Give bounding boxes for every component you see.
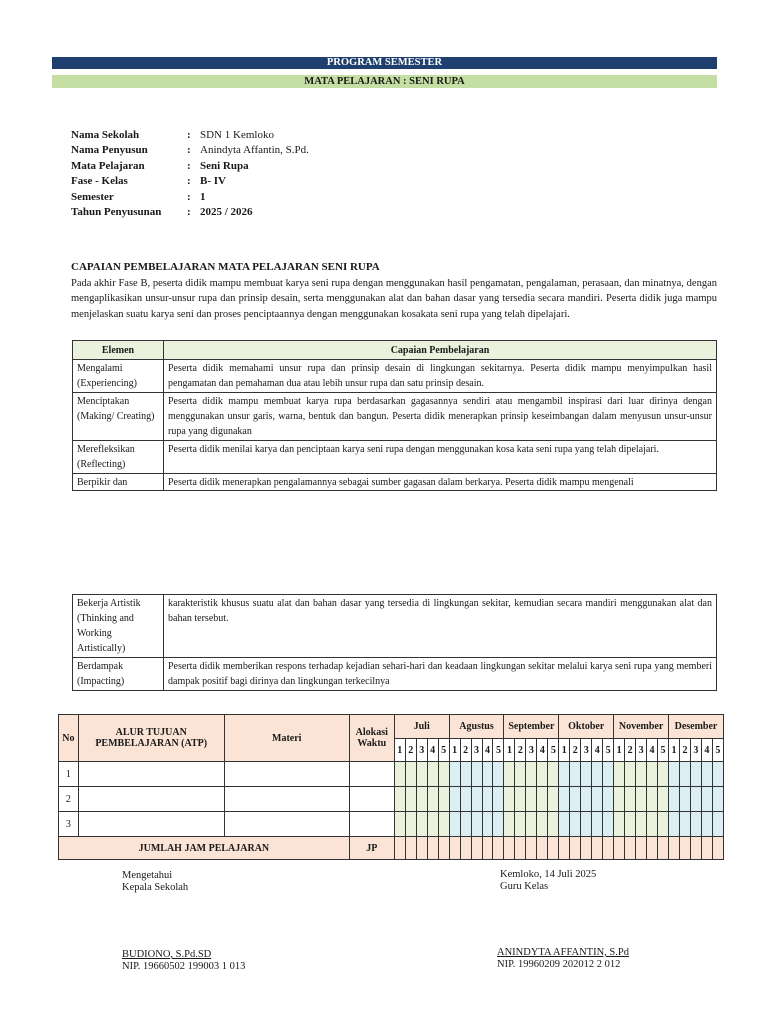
week-cell[interactable] <box>526 787 537 812</box>
total-week-cell <box>493 837 504 860</box>
week-number: 1 <box>559 739 570 762</box>
week-cell[interactable] <box>449 787 460 812</box>
total-week-cell <box>603 837 614 860</box>
table-row <box>73 595 717 658</box>
capaian-heading: CAPAIAN PEMBELAJARAN MATA PELAJARAN SENI RUPA <box>71 261 380 273</box>
table-row <box>73 658 717 691</box>
capaian-table-continued <box>72 594 717 691</box>
week-cell[interactable] <box>570 787 581 812</box>
week-cell[interactable] <box>668 762 679 787</box>
identity-value: Seni Rupa <box>200 159 249 172</box>
week-cell[interactable] <box>405 787 416 812</box>
week-cell[interactable] <box>690 762 701 787</box>
week-number: 5 <box>438 739 449 762</box>
elemen-cell: Mengalami (Experiencing) <box>73 360 164 393</box>
week-cell[interactable] <box>679 787 690 812</box>
week-number: 3 <box>581 739 592 762</box>
identity-value: SDN 1 Kemloko <box>200 129 274 141</box>
week-cell[interactable] <box>548 812 559 837</box>
week-cell[interactable] <box>570 812 581 837</box>
week-number: 1 <box>614 739 625 762</box>
month-juli: Juli <box>394 715 449 739</box>
week-cell[interactable] <box>701 812 712 837</box>
week-number: 3 <box>526 739 537 762</box>
week-cell[interactable] <box>504 787 515 812</box>
capaian-table <box>72 340 717 491</box>
week-cell[interactable] <box>460 812 471 837</box>
week-cell[interactable] <box>405 812 416 837</box>
total-week-cell <box>701 837 712 860</box>
week-cell[interactable] <box>482 787 493 812</box>
week-number: 3 <box>636 739 647 762</box>
col-atp: ALUR TUJUAN PEMBELAJARAN (ATP) <box>78 715 224 762</box>
week-cell[interactable] <box>526 762 537 787</box>
materi-cell[interactable] <box>224 787 349 812</box>
identity-label: Semester <box>71 190 114 203</box>
signature-right <box>500 869 596 893</box>
elemen-cell: Menciptakan (Making/ Creating) <box>73 393 164 441</box>
table-row <box>73 441 717 474</box>
row-number: 2 <box>59 787 79 812</box>
week-cell[interactable] <box>416 787 427 812</box>
week-cell[interactable] <box>679 762 690 787</box>
header-capaian: Capaian Pembelajaran <box>164 341 717 360</box>
table-row <box>59 812 724 837</box>
total-week-cell <box>647 837 658 860</box>
identity-row <box>71 205 309 220</box>
week-cell[interactable] <box>471 812 482 837</box>
week-number: 5 <box>658 739 669 762</box>
week-cell[interactable] <box>559 787 570 812</box>
week-cell[interactable] <box>614 762 625 787</box>
capaian-cell: Peserta didik memberikan respons terhadap kejadian sehari-hari dan keadaan lingkungan sekitar melalui karya seni rupa yang memberi dampak positif bagi dirinya dan lingkungan terkecilnya <box>164 658 717 691</box>
week-cell[interactable] <box>515 787 526 812</box>
total-week-cell <box>526 837 537 860</box>
week-cell[interactable] <box>647 762 658 787</box>
teacher-name: ANINDYTA AFFANTIN, S.Pd <box>497 947 629 958</box>
week-cell[interactable] <box>679 812 690 837</box>
table-row <box>59 787 724 812</box>
identity-colon: : <box>187 175 191 188</box>
identity-colon: : <box>187 129 191 141</box>
total-week-cell <box>570 837 581 860</box>
identity-row <box>71 190 309 205</box>
mengetahui-label: Mengetahui <box>122 870 173 881</box>
total-week-cell <box>438 837 449 860</box>
week-cell[interactable] <box>625 762 636 787</box>
table-row <box>73 393 717 441</box>
total-week-cell <box>581 837 592 860</box>
week-cell[interactable] <box>603 762 614 787</box>
week-number: 2 <box>460 739 471 762</box>
week-cell[interactable] <box>668 812 679 837</box>
week-cell[interactable] <box>427 762 438 787</box>
total-week-cell <box>548 837 559 860</box>
total-week-cell <box>416 837 427 860</box>
week-number: 1 <box>668 739 679 762</box>
week-cell[interactable] <box>636 787 647 812</box>
week-number: 4 <box>482 739 493 762</box>
week-cell[interactable] <box>482 762 493 787</box>
week-cell[interactable] <box>427 812 438 837</box>
week-cell[interactable] <box>460 787 471 812</box>
kepala-sekolah-label: Kepala Sekolah <box>122 882 189 893</box>
week-cell[interactable] <box>438 762 449 787</box>
week-cell[interactable] <box>625 787 636 812</box>
week-cell[interactable] <box>438 812 449 837</box>
week-cell[interactable] <box>625 812 636 837</box>
week-number: 4 <box>701 739 712 762</box>
week-cell[interactable] <box>668 787 679 812</box>
identity-row <box>71 159 309 174</box>
elemen-cell: Berpikir dan <box>73 474 164 491</box>
week-cell[interactable] <box>658 762 669 787</box>
week-cell[interactable] <box>559 762 570 787</box>
total-week-cell <box>427 837 438 860</box>
week-cell[interactable] <box>394 787 405 812</box>
month-agustus: Agustus <box>449 715 504 739</box>
total-week-cell <box>592 837 603 860</box>
atp-cell[interactable] <box>78 787 224 812</box>
elemen-cell: Merefleksikan (Reflecting) <box>73 441 164 474</box>
week-number: 5 <box>603 739 614 762</box>
identity-label: Nama Penyusun <box>71 144 148 157</box>
principal-nip: NIP. 19660502 199003 1 013 <box>122 961 246 972</box>
week-cell[interactable] <box>581 812 592 837</box>
week-cell[interactable] <box>493 787 504 812</box>
week-number: 3 <box>471 739 482 762</box>
week-number: 2 <box>679 739 690 762</box>
identity-block <box>71 128 309 220</box>
week-cell[interactable] <box>416 812 427 837</box>
row-number: 1 <box>59 762 79 787</box>
week-cell[interactable] <box>548 787 559 812</box>
week-cell[interactable] <box>603 787 614 812</box>
week-cell[interactable] <box>394 762 405 787</box>
total-week-cell <box>449 837 460 860</box>
table-row <box>59 762 724 787</box>
week-cell[interactable] <box>592 787 603 812</box>
week-cell[interactable] <box>548 762 559 787</box>
guru-kelas-label: Guru Kelas <box>500 881 549 892</box>
total-week-cell <box>625 837 636 860</box>
total-row <box>59 837 724 860</box>
week-number: 3 <box>416 739 427 762</box>
week-cell[interactable] <box>647 812 658 837</box>
alokasi-cell[interactable] <box>349 787 394 812</box>
week-cell[interactable] <box>438 787 449 812</box>
capaian-cell: karakteristik khusus suatu alat dan bahan dasar yang tersedia di lingkungan sekitar, kemudian secara mandiri menggunakan alat dan bahan tersebut. <box>164 595 717 658</box>
week-cell[interactable] <box>427 787 438 812</box>
total-week-cell <box>394 837 405 860</box>
capaian-paragraph: Pada akhir Fase B, peserta didik mampu membuat karya seni rupa dengan menggunakan hasil pengamatan, pengalaman, perasaan, dan minatnya, dengan mengaplikasikan unsur-unsur rupa dan prinsip desain, serta menggunakan alat dan bahan dasar yang tersedia secara mandiri. Peserta didik juga mampu menjelaskan suatu karya seni dan proses penciptaannya dengan menggunakan kosakata seni rupa yang telah dipelajari. <box>71 278 717 320</box>
total-week-cell <box>537 837 548 860</box>
week-cell[interactable] <box>701 762 712 787</box>
week-cell[interactable] <box>636 762 647 787</box>
week-cell[interactable] <box>690 812 701 837</box>
week-cell[interactable] <box>537 812 548 837</box>
identity-row <box>71 143 309 158</box>
signature-left <box>122 870 188 894</box>
week-cell[interactable] <box>405 762 416 787</box>
week-cell[interactable] <box>658 812 669 837</box>
month-oktober: Oktober <box>559 715 614 739</box>
identity-colon: : <box>187 159 191 172</box>
total-label: JUMLAH JAM PELAJARAN <box>59 837 350 860</box>
week-cell[interactable] <box>504 762 515 787</box>
total-unit: JP <box>349 837 394 860</box>
week-cell[interactable] <box>614 787 625 812</box>
table-row <box>73 360 717 393</box>
header-elemen: Elemen <box>73 341 164 360</box>
identity-label: Mata Pelajaran <box>71 159 145 172</box>
week-cell[interactable] <box>526 812 537 837</box>
week-cell[interactable] <box>471 787 482 812</box>
week-cell[interactable] <box>515 762 526 787</box>
week-cell[interactable] <box>493 762 504 787</box>
week-number: 5 <box>712 739 723 762</box>
week-cell[interactable] <box>712 812 723 837</box>
week-number: 1 <box>504 739 515 762</box>
week-cell[interactable] <box>482 812 493 837</box>
identity-label: Nama Sekolah <box>71 129 140 141</box>
week-cell[interactable] <box>537 762 548 787</box>
total-week-cell <box>658 837 669 860</box>
week-number: 2 <box>625 739 636 762</box>
identity-value: Anindyta Affantin, S.Pd. <box>200 144 309 157</box>
total-week-cell <box>482 837 493 860</box>
week-cell[interactable] <box>537 787 548 812</box>
total-week-cell <box>636 837 647 860</box>
identity-label: Tahun Penyusunan <box>71 205 162 218</box>
week-cell[interactable] <box>701 787 712 812</box>
week-number: 4 <box>647 739 658 762</box>
capaian-cell: Peserta didik memahami unsur rupa dan prinsip desain di lingkungan sekitarnya. Peserta didik mampu menyimpulkan hasil pengamatan dan pemahaman dua atau lebih unsur rupa dan satu prinsip desain. <box>164 360 717 393</box>
total-week-cell <box>712 837 723 860</box>
elemen-cell: Bekerja Artistik (Thinking and Working Artistically) <box>73 595 164 658</box>
place-date: Kemloko, 14 Juli 2025 <box>500 869 597 880</box>
week-cell[interactable] <box>614 812 625 837</box>
capaian-cell: Peserta didik menilai karya dan penciptaan karya seni rupa dengan menggunakan kosa kata seni rupa yang telah dipelajari. <box>164 441 717 474</box>
week-cell[interactable] <box>592 762 603 787</box>
col-no: No <box>59 715 79 762</box>
week-number: 5 <box>548 739 559 762</box>
materi-cell[interactable] <box>224 812 349 837</box>
week-number: 2 <box>405 739 416 762</box>
capaian-cell: Peserta didik menerapkan pengalamannya sebagai sumber gagasan dalam berkarya. Peserta didik mampu mengenali <box>164 474 717 491</box>
week-cell[interactable] <box>471 762 482 787</box>
week-cell[interactable] <box>603 812 614 837</box>
materi-cell[interactable] <box>224 762 349 787</box>
atp-cell[interactable] <box>78 812 224 837</box>
week-number: 4 <box>427 739 438 762</box>
total-week-cell <box>679 837 690 860</box>
identity-row <box>71 174 309 189</box>
capaian-cell: Peserta didik mampu membuat karya rupa berdasarkan gagasannya sendiri atau mengambil inspirasi dari luar dirinya dengan menggunakan unsur garis, warna, bentuk dan bangun. Peserta didik menerapkan prinsip keseimbangan dalam menyusun unsur-unsur rupa yang digunakan <box>164 393 717 441</box>
alokasi-cell[interactable] <box>349 762 394 787</box>
week-number: 2 <box>570 739 581 762</box>
atp-cell[interactable] <box>78 762 224 787</box>
week-cell[interactable] <box>690 787 701 812</box>
week-cell[interactable] <box>504 812 515 837</box>
col-materi: Materi <box>224 715 349 762</box>
month-september: September <box>504 715 559 739</box>
month-desember: Desember <box>668 715 723 739</box>
week-cell[interactable] <box>712 762 723 787</box>
week-cell[interactable] <box>658 787 669 812</box>
week-cell[interactable] <box>394 812 405 837</box>
identity-value: B- IV <box>200 175 226 188</box>
identity-colon: : <box>187 144 191 157</box>
total-week-cell <box>405 837 416 860</box>
alokasi-cell[interactable] <box>349 812 394 837</box>
identity-row <box>71 128 309 143</box>
elemen-cell: Berdampak (Impacting) <box>73 658 164 691</box>
total-week-cell <box>515 837 526 860</box>
total-week-cell <box>504 837 515 860</box>
week-cell[interactable] <box>592 812 603 837</box>
week-number: 3 <box>690 739 701 762</box>
row-number: 3 <box>59 812 79 837</box>
week-number: 1 <box>394 739 405 762</box>
week-cell[interactable] <box>647 787 658 812</box>
week-cell[interactable] <box>581 762 592 787</box>
atp-schedule-table <box>58 714 724 860</box>
total-week-cell <box>668 837 679 860</box>
week-number: 4 <box>592 739 603 762</box>
week-cell[interactable] <box>460 762 471 787</box>
month-november: November <box>614 715 669 739</box>
week-cell[interactable] <box>449 762 460 787</box>
total-week-cell <box>559 837 570 860</box>
week-cell[interactable] <box>570 762 581 787</box>
identity-value: 1 <box>200 190 206 203</box>
week-cell[interactable] <box>636 812 647 837</box>
identity-colon: : <box>187 190 191 203</box>
week-number: 1 <box>449 739 460 762</box>
identity-colon: : <box>187 205 191 218</box>
week-cell[interactable] <box>712 787 723 812</box>
total-week-cell <box>460 837 471 860</box>
signature-right-name <box>497 947 629 971</box>
week-cell[interactable] <box>493 812 504 837</box>
week-number: 5 <box>493 739 504 762</box>
week-number: 2 <box>515 739 526 762</box>
week-cell[interactable] <box>449 812 460 837</box>
page-title: PROGRAM SEMESTER <box>52 57 717 69</box>
principal-name: BUDIONO, S.Pd.SD <box>122 949 212 960</box>
teacher-nip: NIP. 19960209 202012 2 012 <box>497 959 621 970</box>
signature-left-name <box>122 949 245 973</box>
week-cell[interactable] <box>515 812 526 837</box>
identity-value: 2025 / 2026 <box>200 205 253 218</box>
subject-banner: MATA PELAJARAN : SENI RUPA <box>52 75 717 88</box>
identity-label: Fase - Kelas <box>71 175 128 188</box>
total-week-cell <box>614 837 625 860</box>
total-week-cell <box>471 837 482 860</box>
table-row <box>73 474 717 491</box>
week-number: 4 <box>537 739 548 762</box>
total-week-cell <box>690 837 701 860</box>
week-cell[interactable] <box>581 787 592 812</box>
col-alokasi: Alokasi Waktu <box>349 715 394 762</box>
week-cell[interactable] <box>416 762 427 787</box>
week-cell[interactable] <box>559 812 570 837</box>
